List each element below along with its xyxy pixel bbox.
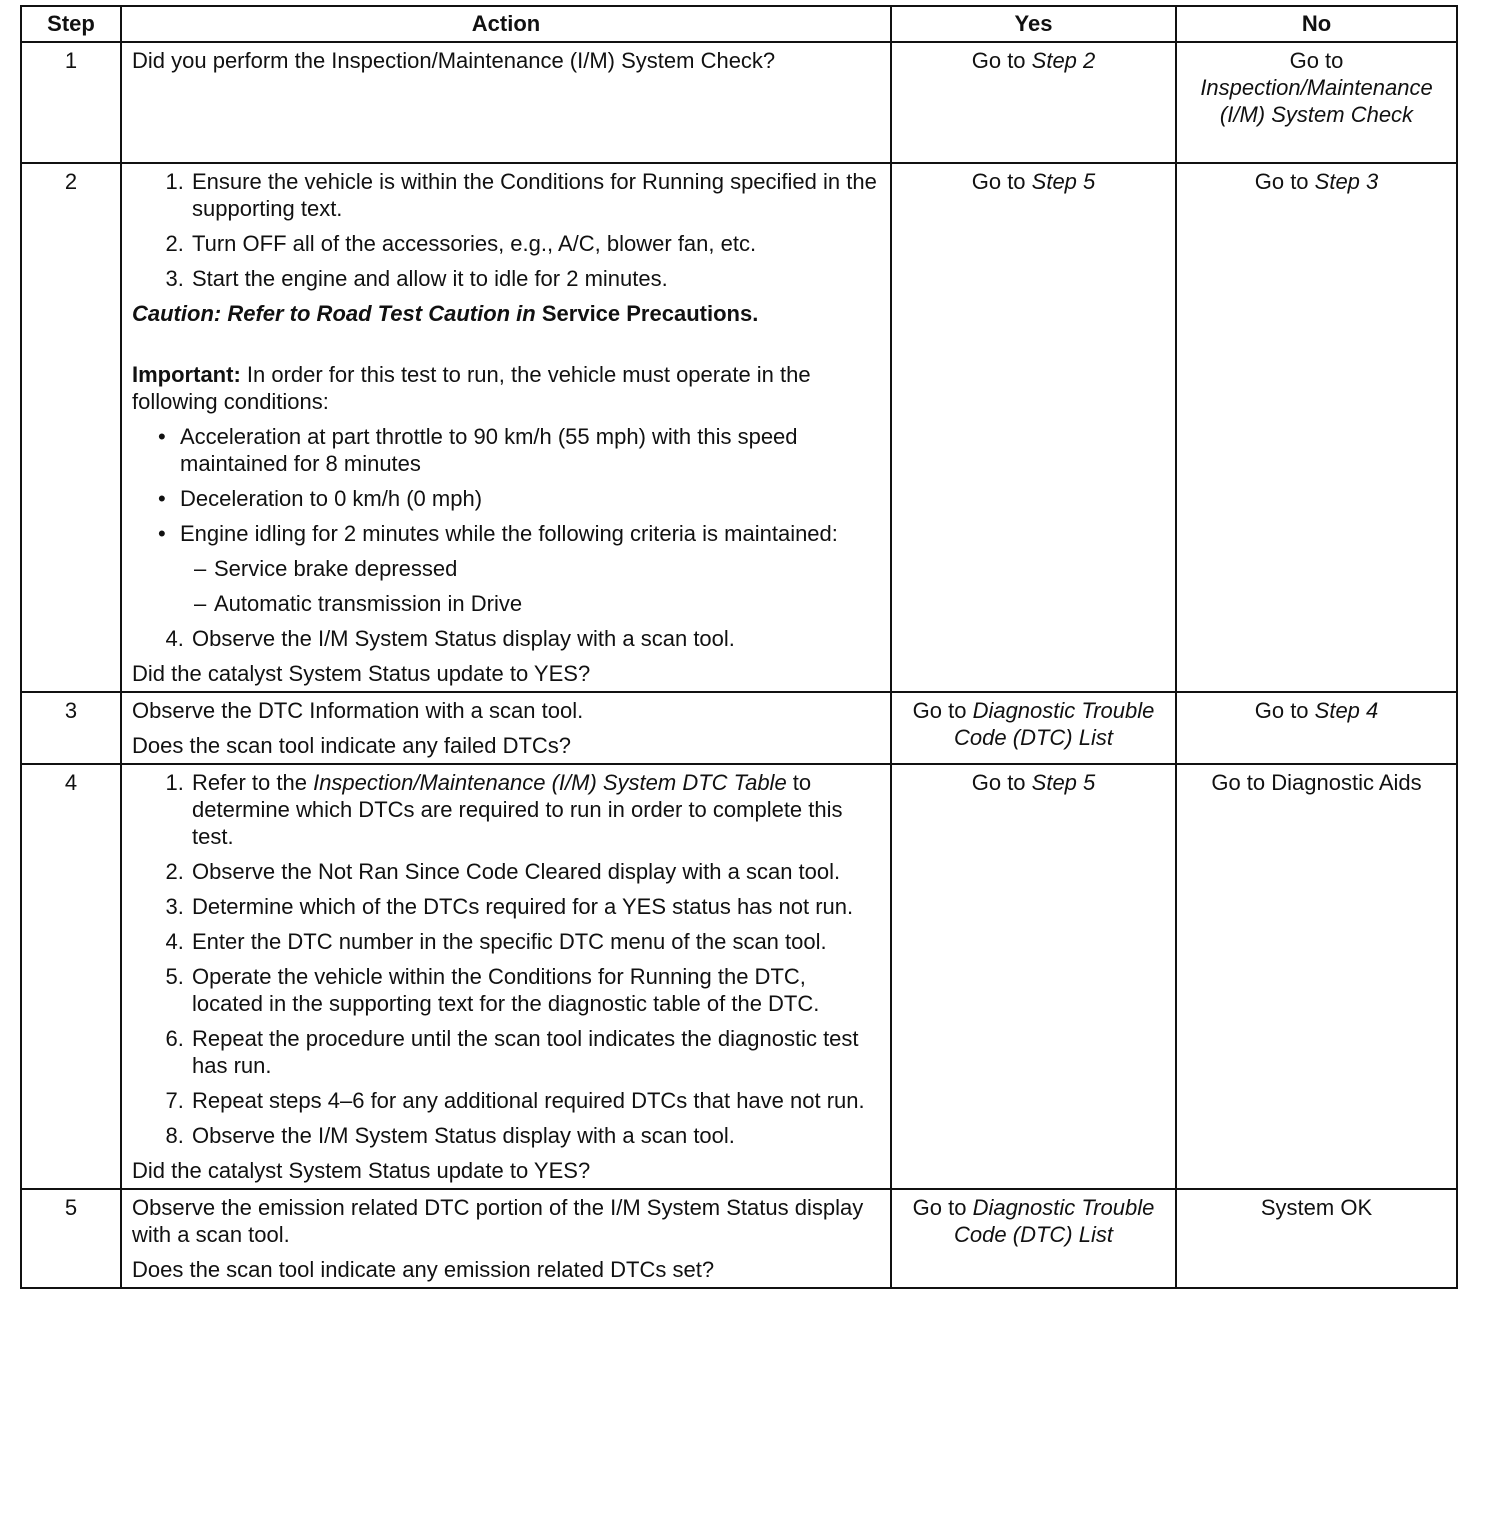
list-item: 1. Refer to the Inspection/Maintenance (I/M) System DTC Table to determine which DTCs are required to run in order to complete this test. (190, 769, 880, 850)
action-cell (121, 764, 891, 1189)
list-item: 7. Repeat steps 4–6 for any additional required DTCs that have not run. (190, 1087, 880, 1114)
list-item: 3. Start the engine and allow it to idle for 2 minutes. (190, 265, 880, 292)
list-item: – Service brake depressed (194, 555, 880, 582)
service-precautions-link[interactable]: Service Precautions. (541, 301, 759, 326)
step-number: 3 (21, 692, 121, 764)
list-item: 8. Observe the I/M System Status display with a scan tool. (190, 1122, 880, 1149)
question-text: Did the catalyst System Status update to YES? (132, 661, 591, 686)
table-row (21, 764, 1457, 1189)
procedure-list (132, 769, 880, 1149)
yes-cell[interactable]: Go to Step 5 (891, 764, 1176, 1189)
dtc-table-link[interactable]: Inspection/Maintenance (I/M) System DTC Table (313, 770, 787, 795)
action-cell (121, 42, 891, 163)
diagnostic-table (20, 5, 1458, 1289)
yes-cell[interactable]: Go to Step 5 (891, 163, 1176, 692)
list-item: – Automatic transmission in Drive (194, 590, 880, 617)
procedure-list (132, 168, 880, 292)
action-cell (121, 1189, 891, 1288)
procedure-list (132, 625, 880, 652)
header-yes: Yes (891, 6, 1176, 42)
conditions-list (132, 423, 880, 617)
list-item: 5. Operate the vehicle within the Conditions for Running the DTC, located in the supporting text for the diagnostic table of the DTC. (190, 963, 880, 1017)
header-no: No (1176, 6, 1457, 42)
step-number: 4 (21, 764, 121, 1189)
step-number: 5 (21, 1189, 121, 1288)
no-cell[interactable]: Go to Step 4 (1176, 692, 1457, 764)
list-item: 4. Enter the DTC number in the specific DTC menu of the scan tool. (190, 928, 880, 955)
question-text: Does the scan tool indicate any failed DTCs? (132, 733, 572, 758)
im-system-check-link[interactable]: Inspection/Maintenance (I/M) System Check (1200, 75, 1433, 127)
step-link[interactable]: Step 5 (1031, 169, 1096, 194)
header-row (21, 6, 1457, 42)
list-item: 4. Observe the I/M System Status display with a scan tool. (190, 625, 880, 652)
list-item: 1. Ensure the vehicle is within the Conditions for Running specified in the supporting text. (190, 168, 880, 222)
question-text: Did you perform the Inspection/Maintenance (I/M) System Check? (132, 48, 776, 73)
list-item: 2. Turn OFF all of the accessories, e.g., A/C, blower fan, etc. (190, 230, 880, 257)
question-text: Does the scan tool indicate any emission related DTCs set? (132, 1257, 715, 1282)
yes-cell[interactable]: Go to Diagnostic Trouble Code (DTC) List (891, 1189, 1176, 1288)
table-row (21, 1189, 1457, 1288)
important-note: Important: In order for this test to run, the vehicle must operate in the following conditions: (132, 362, 811, 414)
no-cell[interactable]: Go to Inspection/Maintenance (I/M) System Check (1176, 42, 1457, 163)
instruction-text: Observe the DTC Information with a scan tool. (132, 698, 584, 723)
action-cell (121, 163, 891, 692)
header-action: Action (121, 6, 891, 42)
step-link[interactable]: Step 3 (1314, 169, 1379, 194)
question-text: Did the catalyst System Status update to YES? (132, 1158, 591, 1183)
table-row (21, 163, 1457, 692)
list-item: 2. Observe the Not Ran Since Code Cleared display with a scan tool. (190, 858, 880, 885)
criteria-list (180, 555, 880, 617)
yes-cell[interactable]: Go to Diagnostic Trouble Code (DTC) List (891, 692, 1176, 764)
dtc-list-link[interactable]: Diagnostic Trouble Code (DTC) List (954, 698, 1155, 750)
step-number: 2 (21, 163, 121, 692)
no-cell[interactable]: Go to Step 3 (1176, 163, 1457, 692)
step-link[interactable]: Step 5 (1031, 770, 1096, 795)
table-row (21, 42, 1457, 163)
action-cell (121, 692, 891, 764)
step-number: 1 (21, 42, 121, 163)
list-item: • Engine idling for 2 minutes while the following criteria is maintained: – Service brake depressed – Automatic transmission in Drive (180, 520, 880, 617)
table-row (21, 692, 1457, 764)
list-item: 3. Determine which of the DTCs required for a YES status has not run. (190, 893, 880, 920)
dtc-list-link[interactable]: Diagnostic Trouble Code (DTC) List (954, 1195, 1155, 1247)
no-cell[interactable]: Go to Diagnostic Aids (1176, 764, 1457, 1189)
header-step: Step (21, 6, 121, 42)
list-item: 6. Repeat the procedure until the scan tool indicates the diagnostic test has run. (190, 1025, 880, 1079)
step-link[interactable]: Step 4 (1314, 698, 1379, 723)
step-link[interactable]: Step 2 (1031, 48, 1096, 73)
no-cell: System OK (1176, 1189, 1457, 1288)
list-item: • Acceleration at part throttle to 90 km/h (55 mph) with this speed maintained for 8 minutes (180, 423, 880, 477)
caution-note: Caution: Refer to Road Test Caution in Service Precautions. (132, 301, 759, 326)
list-item: • Deceleration to 0 km/h (0 mph) (180, 485, 880, 512)
instruction-text: Observe the emission related DTC portion of the I/M System Status display with a scan tool. (132, 1195, 864, 1247)
yes-cell[interactable]: Go to Step 2 (891, 42, 1176, 163)
